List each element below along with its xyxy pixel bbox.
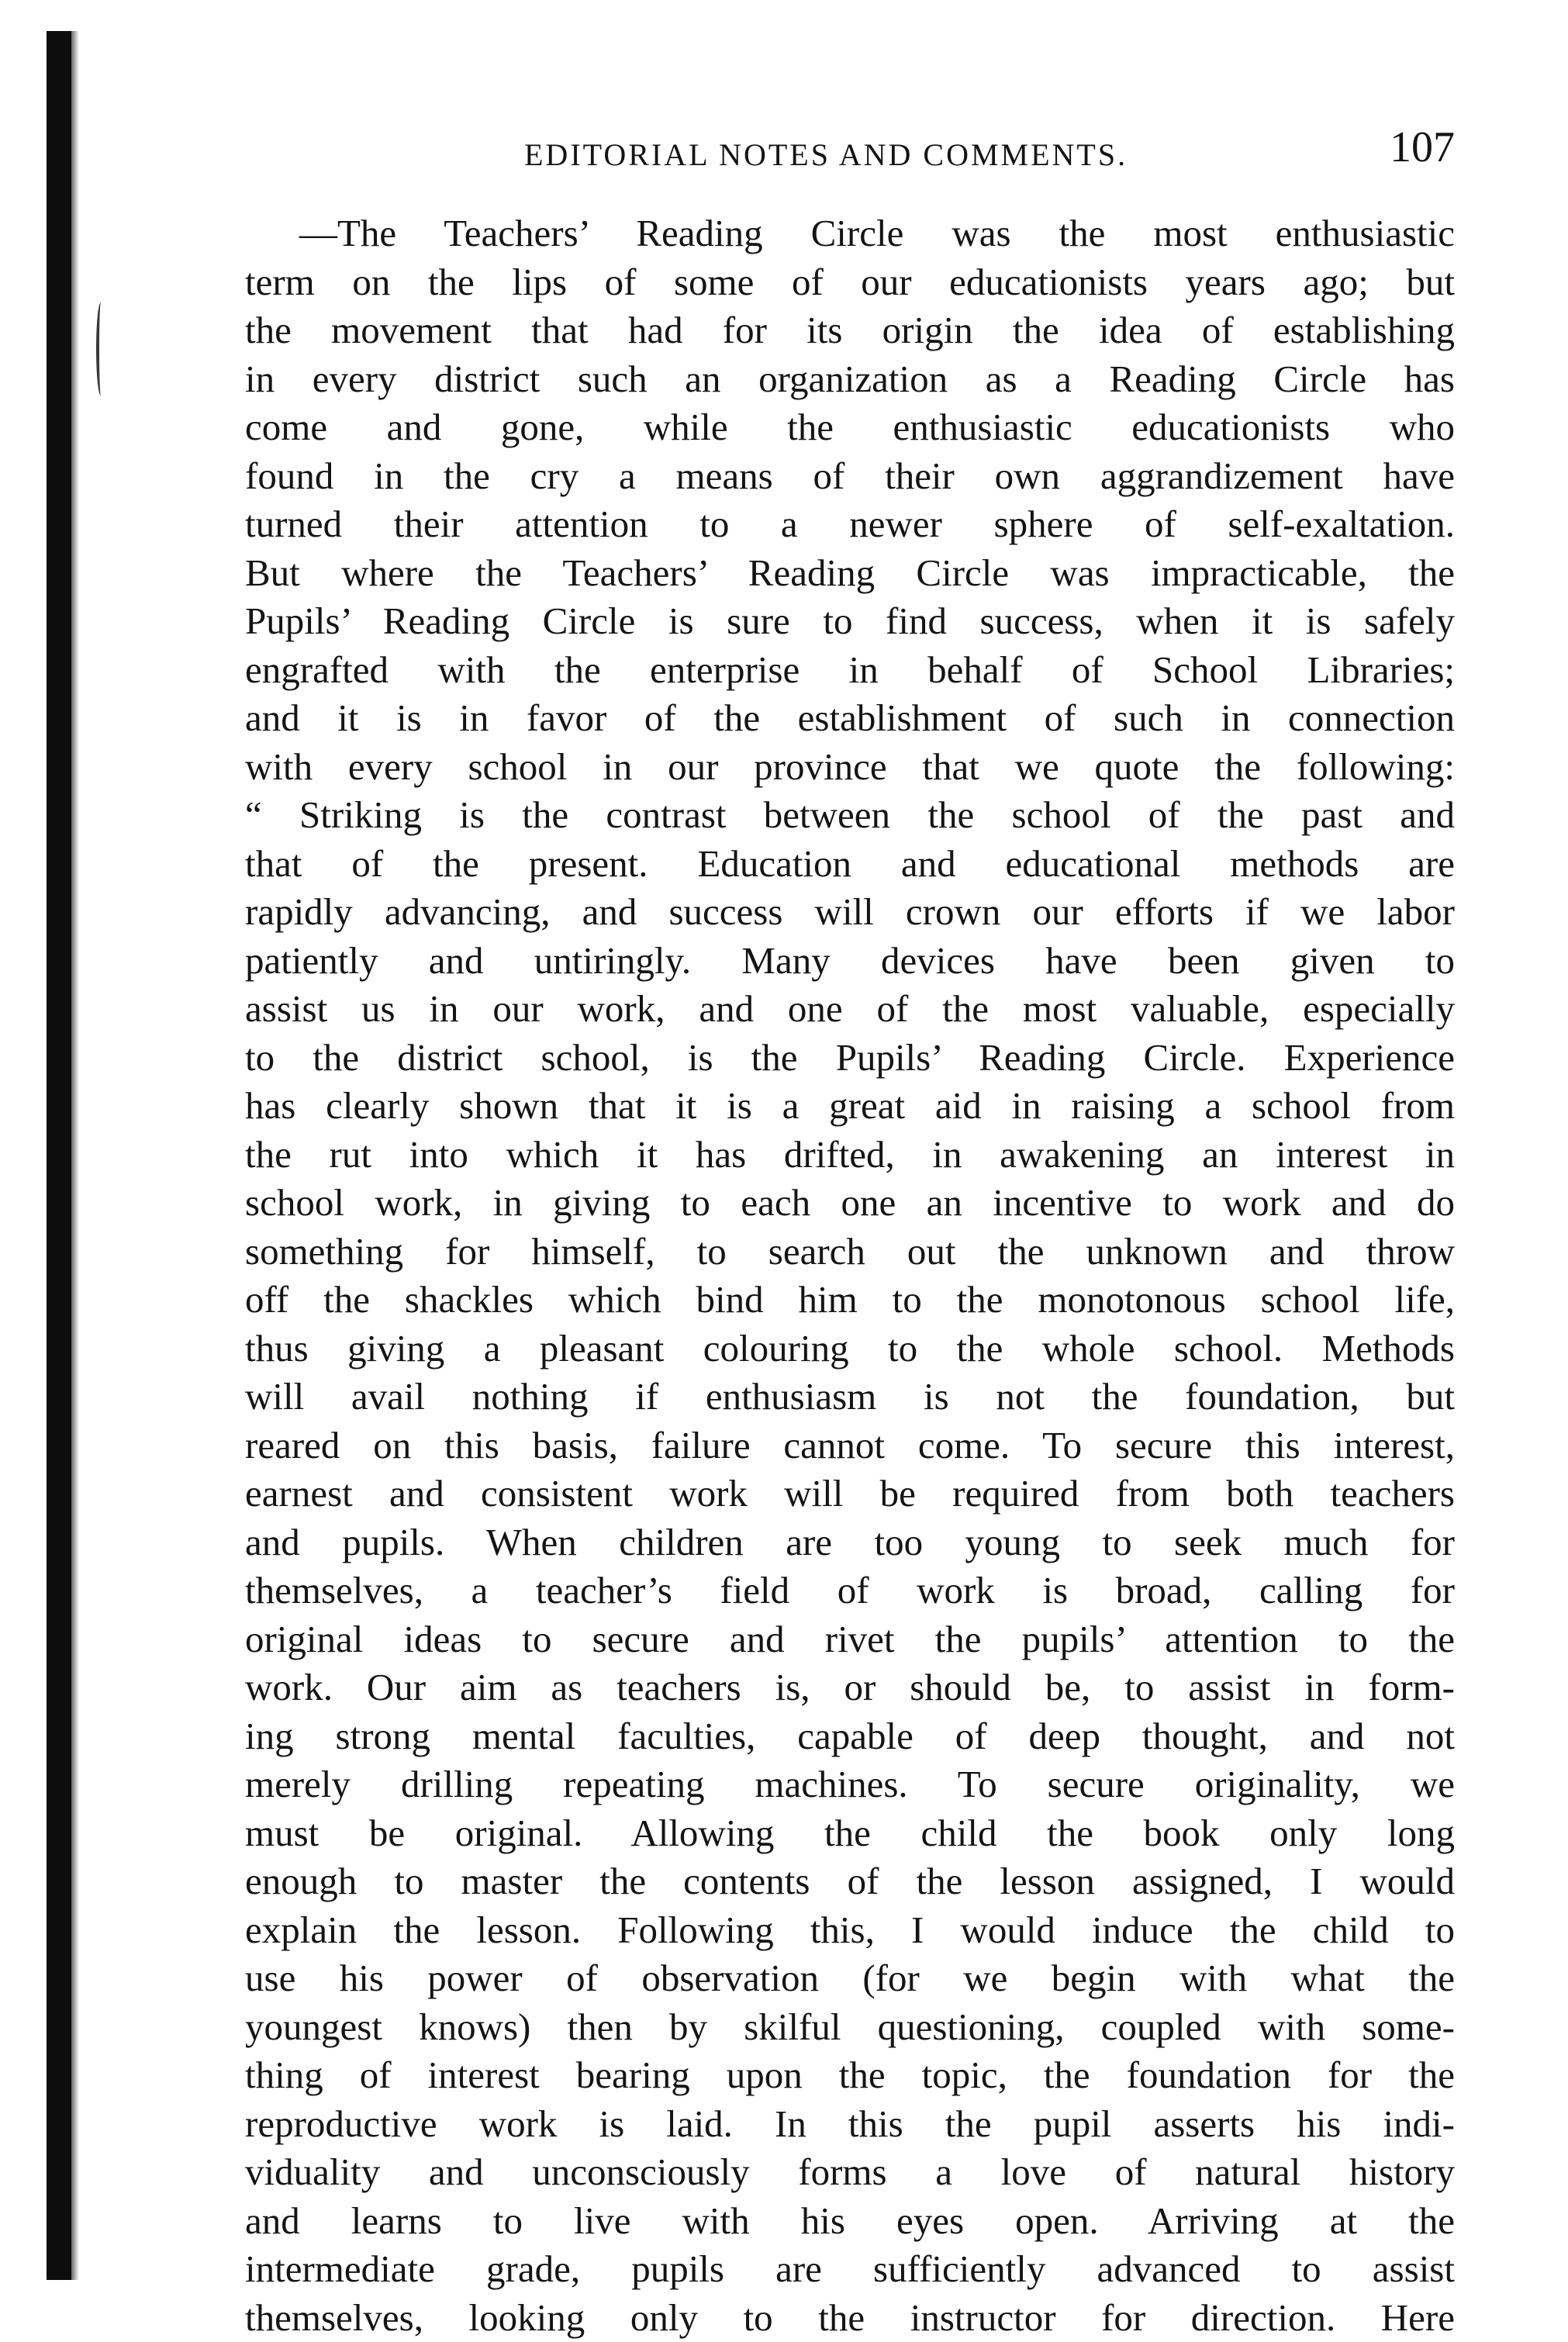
text-line: original ideas to secure and rivet the pupils’ attention to the xyxy=(245,1615,1455,1664)
text-line: intermediate grade, pupils are sufficiently advanced to assist xyxy=(245,2245,1455,2294)
text-line: turned their attention to a newer sphere of self-exaltation. xyxy=(245,500,1455,549)
text-line: —The Teachers’ Reading Circle was the most enthusiastic xyxy=(245,209,1455,258)
text-line: come and gone, while the enthusiastic educationists who xyxy=(245,403,1455,452)
text-line: work. Our aim as teachers is, or should be, to assist in form- xyxy=(245,1663,1455,1712)
text-line: must be original. Allowing the child the book only long xyxy=(245,1809,1455,1858)
binding-edge xyxy=(47,31,71,2280)
text-line: reared on this basis, failure cannot come. To secure this interest, xyxy=(245,1421,1455,1470)
text-line: something for himself, to search out the unknown and throw xyxy=(245,1228,1455,1276)
text-line: themselves, looking only to the instructor for direction. Here xyxy=(245,2294,1455,2342)
text-line: that of the present. Education and educational methods are xyxy=(245,840,1455,889)
text-line: will avail nothing if enthusiasm is not the foundation, but xyxy=(245,1373,1455,1421)
text-line: use his power of observation (for we begin with what the xyxy=(245,1954,1455,2003)
text-line: off the shackles which bind him to the monotonous school life, xyxy=(245,1276,1455,1325)
text-line: has clearly shown that it is a great aid in raising a school from xyxy=(245,1082,1455,1131)
text-line: merely drilling repeating machines. To secure originality, we xyxy=(245,1760,1455,1809)
text-line: assist us in our work, and one of the most valuable, especially xyxy=(245,985,1455,1034)
text-line: found in the cry a means of their own aggrandizement have xyxy=(245,452,1455,501)
text-line: Pupils’ Reading Circle is sure to find success, when it is safely xyxy=(245,597,1455,646)
text-line: explain the lesson. Following this, I would induce the child to xyxy=(245,1906,1455,1955)
text-line: and learns to live with his eyes open. Arriving at the xyxy=(245,2197,1455,2246)
text-line: thus giving a pleasant colouring to the whole school. Methods xyxy=(245,1325,1455,1373)
text-line: reproductive work is laid. In this the pupil asserts his indi- xyxy=(245,2100,1455,2149)
gutter-mark xyxy=(96,302,105,396)
text-line: earnest and consistent work will be required from both teachers xyxy=(245,1470,1455,1518)
body-text xyxy=(245,209,1455,2342)
text-line: term on the lips of some of our educationists years ago; but xyxy=(245,258,1455,307)
text-line: rapidly advancing, and success will crown our efforts if we labor xyxy=(245,888,1455,937)
page-header xyxy=(245,123,1455,177)
text-line: in every district such an organization as a Reading Circle has xyxy=(245,355,1455,404)
text-line: the movement that had for its origin the idea of establishing xyxy=(245,306,1455,355)
running-title: EDITORIAL NOTES AND COMMENTS. xyxy=(524,136,1128,173)
text-line: thing of interest bearing upon the topic, the foundation for the xyxy=(245,2051,1455,2100)
text-line: But where the Teachers’ Reading Circle was impracticable, the xyxy=(245,549,1455,598)
text-line: enough to master the contents of the lesson assigned, I would xyxy=(245,1857,1455,1906)
text-line: patiently and untiringly. Many devices have been given to xyxy=(245,937,1455,986)
text-line: youngest knows) then by skilful questioning, coupled with some- xyxy=(245,2003,1455,2052)
page-number: 107 xyxy=(1390,123,1455,172)
text-line: ing strong mental faculties, capable of deep thought, and not xyxy=(245,1712,1455,1761)
text-line: engrafted with the enterprise in behalf of School Libraries; xyxy=(245,646,1455,695)
text-line: and it is in favor of the establishment of such in connection xyxy=(245,694,1455,743)
text-line: school work, in giving to each one an incentive to work and do xyxy=(245,1179,1455,1228)
text-line: with every school in our province that we quote the following: xyxy=(245,743,1455,792)
text-line: themselves, a teacher’s field of work is broad, calling for xyxy=(245,1567,1455,1615)
text-line: “ Striking is the contrast between the school of the past and xyxy=(245,791,1455,840)
text-line: and pupils. When children are too young to seek much for xyxy=(245,1518,1455,1567)
text-line: the rut into which it has drifted, in awakening an interest in xyxy=(245,1131,1455,1180)
text-line: to the district school, is the Pupils’ Reading Circle. Experience xyxy=(245,1034,1455,1083)
text-line: viduality and unconsciously forms a love of natural history xyxy=(245,2148,1455,2197)
